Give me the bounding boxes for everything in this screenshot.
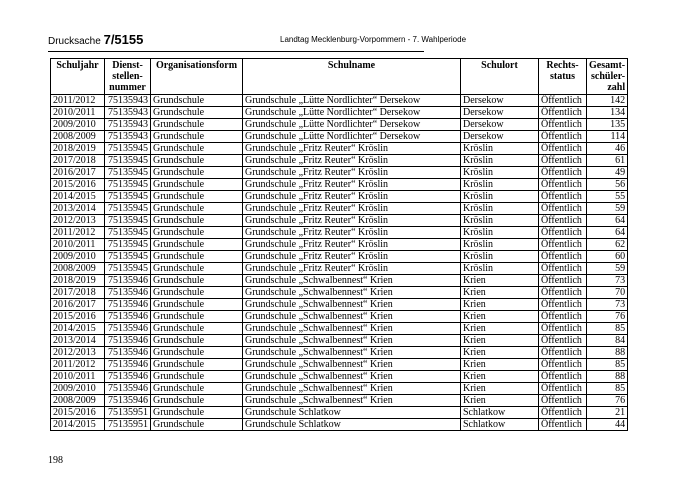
schulname-cell: Grundschule „Lütte Nordlichter“ Dersekow [243,107,461,119]
rechtsstatus-cell: Öffentlich [539,215,587,227]
schuljahr-cell: 2010/2011 [51,371,105,383]
organisationsform-cell: Grundschule [151,107,243,119]
column-header-schuljahr: Schuljahr [51,59,105,95]
schuelerzahl-cell: 60 [587,251,628,263]
rechtsstatus-cell: Öffentlich [539,347,587,359]
schuljahr-cell: 2018/2019 [51,143,105,155]
dienststellennummer-cell: 75135946 [105,299,151,311]
table-row [51,203,628,215]
column-header-gesamtschuelerzahl: Gesamt- schüler- zahl [587,59,628,95]
dienststellennummer-cell: 75135945 [105,227,151,239]
rechtsstatus-cell: Öffentlich [539,239,587,251]
schuelerzahl-cell: 46 [587,143,628,155]
table-row [51,359,628,371]
schulname-cell: Grundschule „Schwalbennest“ Krien [243,287,461,299]
organisationsform-cell: Grundschule [151,131,243,143]
schulort-cell: Kröslin [461,203,539,215]
dienststellennummer-cell: 75135951 [105,407,151,419]
organisationsform-cell: Grundschule [151,143,243,155]
table-row [51,155,628,167]
dienststellennummer-cell: 75135946 [105,287,151,299]
schulort-cell: Kröslin [461,263,539,275]
dienststellennummer-cell: 75135946 [105,395,151,407]
schuljahr-cell: 2015/2016 [51,311,105,323]
schulort-cell: Kröslin [461,155,539,167]
school-statistics-table [50,58,628,431]
schulort-cell: Krien [461,383,539,395]
schulort-cell: Schlatkow [461,419,539,431]
schuljahr-cell: 2010/2011 [51,107,105,119]
dienststellennummer-cell: 75135946 [105,335,151,347]
table-row [51,383,628,395]
table-row [51,347,628,359]
table-row [51,251,628,263]
dienststellennummer-cell: 75135943 [105,119,151,131]
schuelerzahl-cell: 64 [587,227,628,239]
dienststellennummer-cell: 75135946 [105,371,151,383]
rechtsstatus-cell: Öffentlich [539,251,587,263]
schuelerzahl-cell: 55 [587,191,628,203]
rechtsstatus-cell: Öffentlich [539,95,587,107]
rechtsstatus-cell: Öffentlich [539,371,587,383]
organisationsform-cell: Grundschule [151,347,243,359]
organisationsform-cell: Grundschule [151,383,243,395]
schulort-cell: Kröslin [461,167,539,179]
table-row [51,311,628,323]
schuljahr-cell: 2016/2017 [51,167,105,179]
schulname-cell: Grundschule „Fritz Reuter“ Kröslin [243,143,461,155]
schulort-cell: Krien [461,359,539,371]
schuljahr-cell: 2014/2015 [51,419,105,431]
schulort-cell: Krien [461,299,539,311]
schuljahr-cell: 2015/2016 [51,179,105,191]
schulname-cell: Grundschule „Schwalbennest“ Krien [243,311,461,323]
column-header-dienststellennummer: Dienst- stellen- nummer [105,59,151,95]
dienststellennummer-cell: 75135945 [105,155,151,167]
schuelerzahl-cell: 56 [587,179,628,191]
schuelerzahl-cell: 62 [587,239,628,251]
schulname-cell: Grundschule „Lütte Nordlichter“ Dersekow [243,95,461,107]
schuljahr-cell: 2009/2010 [51,251,105,263]
table-row [51,107,628,119]
column-header-rechtsstatus: Rechts- status [539,59,587,95]
table-row [51,95,628,107]
schulname-cell: Grundschule „Fritz Reuter“ Kröslin [243,239,461,251]
table-row [51,371,628,383]
schuljahr-cell: 2012/2013 [51,215,105,227]
schulname-cell: Grundschule „Fritz Reuter“ Kröslin [243,263,461,275]
organisationsform-cell: Grundschule [151,407,243,419]
schulort-cell: Krien [461,311,539,323]
table-row [51,323,628,335]
organisationsform-cell: Grundschule [151,359,243,371]
organisationsform-cell: Grundschule [151,263,243,275]
schulort-cell: Kröslin [461,179,539,191]
organisationsform-cell: Grundschule [151,179,243,191]
schuelerzahl-cell: 88 [587,347,628,359]
rechtsstatus-cell: Öffentlich [539,335,587,347]
schuelerzahl-cell: 85 [587,359,628,371]
organisationsform-cell: Grundschule [151,155,243,167]
schuelerzahl-cell: 73 [587,299,628,311]
schuljahr-cell: 2009/2010 [51,119,105,131]
schulort-cell: Dersekow [461,119,539,131]
schuelerzahl-cell: 134 [587,107,628,119]
dienststellennummer-cell: 75135946 [105,311,151,323]
organisationsform-cell: Grundschule [151,335,243,347]
schulort-cell: Krien [461,335,539,347]
schulname-cell: Grundschule „Fritz Reuter“ Kröslin [243,155,461,167]
schulort-cell: Krien [461,323,539,335]
rechtsstatus-cell: Öffentlich [539,383,587,395]
table-row [51,335,628,347]
organisationsform-cell: Grundschule [151,311,243,323]
table-row [51,275,628,287]
schuelerzahl-cell: 49 [587,167,628,179]
rechtsstatus-cell: Öffentlich [539,275,587,287]
dienststellennummer-cell: 75135945 [105,263,151,275]
schulname-cell: Grundschule „Schwalbennest“ Krien [243,347,461,359]
schuelerzahl-cell: 76 [587,395,628,407]
table-row [51,299,628,311]
table-row [51,263,628,275]
table-header-row [51,59,628,95]
table-row [51,131,628,143]
schuljahr-cell: 2014/2015 [51,323,105,335]
dienststellennummer-cell: 75135946 [105,383,151,395]
schulname-cell: Grundschule „Schwalbennest“ Krien [243,371,461,383]
table-row [51,119,628,131]
dienststellennummer-cell: 75135945 [105,203,151,215]
rechtsstatus-cell: Öffentlich [539,131,587,143]
schuljahr-cell: 2018/2019 [51,275,105,287]
organisationsform-cell: Grundschule [151,191,243,203]
rechtsstatus-cell: Öffentlich [539,191,587,203]
rechtsstatus-cell: Öffentlich [539,203,587,215]
schuelerzahl-cell: 142 [587,95,628,107]
dienststellennummer-cell: 75135946 [105,359,151,371]
schulort-cell: Schlatkow [461,407,539,419]
table-row [51,215,628,227]
document-number [48,32,143,47]
schuelerzahl-cell: 21 [587,407,628,419]
organisationsform-cell: Grundschule [151,227,243,239]
table-body [51,95,628,431]
schulort-cell: Kröslin [461,215,539,227]
schulort-cell: Kröslin [461,227,539,239]
schuelerzahl-cell: 85 [587,383,628,395]
organisationsform-cell: Grundschule [151,203,243,215]
column-header-organisationsform: Organisationsform [151,59,243,95]
schuelerzahl-cell: 73 [587,275,628,287]
schuelerzahl-cell: 88 [587,371,628,383]
schulname-cell: Grundschule „Fritz Reuter“ Kröslin [243,203,461,215]
table-row [51,143,628,155]
schulort-cell: Krien [461,371,539,383]
table-row [51,191,628,203]
dienststellennummer-cell: 75135946 [105,323,151,335]
rechtsstatus-cell: Öffentlich [539,299,587,311]
document-label: Drucksache [48,36,101,47]
organisationsform-cell: Grundschule [151,239,243,251]
schuljahr-cell: 2014/2015 [51,191,105,203]
rechtsstatus-cell: Öffentlich [539,227,587,239]
dienststellennummer-cell: 75135943 [105,107,151,119]
table-row [51,395,628,407]
schulname-cell: Grundschule „Fritz Reuter“ Kröslin [243,167,461,179]
schulname-cell: Grundschule Schlatkow [243,407,461,419]
schuljahr-cell: 2016/2017 [51,299,105,311]
dienststellennummer-cell: 75135943 [105,95,151,107]
organisationsform-cell: Grundschule [151,395,243,407]
organisationsform-cell: Grundschule [151,275,243,287]
schulname-cell: Grundschule „Fritz Reuter“ Kröslin [243,191,461,203]
schuljahr-cell: 2013/2014 [51,335,105,347]
schuljahr-cell: 2009/2010 [51,383,105,395]
schulname-cell: Grundschule „Schwalbennest“ Krien [243,323,461,335]
schulname-cell: Grundschule „Fritz Reuter“ Kröslin [243,215,461,227]
schulort-cell: Krien [461,347,539,359]
organisationsform-cell: Grundschule [151,251,243,263]
rechtsstatus-cell: Öffentlich [539,143,587,155]
schuljahr-cell: 2008/2009 [51,131,105,143]
schuelerzahl-cell: 76 [587,311,628,323]
schulort-cell: Dersekow [461,131,539,143]
schulort-cell: Krien [461,395,539,407]
table-row [51,419,628,431]
schuljahr-cell: 2015/2016 [51,407,105,419]
rechtsstatus-cell: Öffentlich [539,395,587,407]
organisationsform-cell: Grundschule [151,371,243,383]
schuelerzahl-cell: 84 [587,335,628,347]
schuljahr-cell: 2013/2014 [51,203,105,215]
schuljahr-cell: 2011/2012 [51,359,105,371]
schuljahr-cell: 2008/2009 [51,263,105,275]
schuljahr-cell: 2010/2011 [51,239,105,251]
schulname-cell: Grundschule „Lütte Nordlichter“ Dersekow [243,131,461,143]
dienststellennummer-cell: 75135945 [105,179,151,191]
schuljahr-cell: 2012/2013 [51,347,105,359]
schuelerzahl-cell: 61 [587,155,628,167]
schuelerzahl-cell: 59 [587,263,628,275]
rechtsstatus-cell: Öffentlich [539,155,587,167]
schulname-cell: Grundschule Schlatkow [243,419,461,431]
organisationsform-cell: Grundschule [151,287,243,299]
schulname-cell: Grundschule „Schwalbennest“ Krien [243,275,461,287]
parliament-label: Landtag Mecklenburg-Vorpommern - 7. Wahlperiode [280,35,467,44]
column-header-schulort: Schulort [461,59,539,95]
schuelerzahl-cell: 59 [587,203,628,215]
schuelerzahl-cell: 85 [587,323,628,335]
column-header-schulname: Schulname [243,59,461,95]
rechtsstatus-cell: Öffentlich [539,119,587,131]
schuelerzahl-cell: 64 [587,215,628,227]
schulname-cell: Grundschule „Schwalbennest“ Krien [243,335,461,347]
dienststellennummer-cell: 75135943 [105,131,151,143]
table-row [51,167,628,179]
table-row [51,407,628,419]
schulname-cell: Grundschule „Schwalbennest“ Krien [243,299,461,311]
rechtsstatus-cell: Öffentlich [539,107,587,119]
schuelerzahl-cell: 44 [587,419,628,431]
schulname-cell: Grundschule „Fritz Reuter“ Kröslin [243,227,461,239]
schulort-cell: Krien [461,275,539,287]
organisationsform-cell: Grundschule [151,95,243,107]
schuljahr-cell: 2011/2012 [51,95,105,107]
schuljahr-cell: 2017/2018 [51,287,105,299]
schulname-cell: Grundschule „Lütte Nordlichter“ Dersekow [243,119,461,131]
dienststellennummer-cell: 75135945 [105,251,151,263]
rechtsstatus-cell: Öffentlich [539,167,587,179]
rechtsstatus-cell: Öffentlich [539,311,587,323]
dienststellennummer-cell: 75135946 [105,347,151,359]
rechtsstatus-cell: Öffentlich [539,323,587,335]
dienststellennummer-cell: 75135945 [105,191,151,203]
dienststellennummer-cell: 75135951 [105,419,151,431]
dienststellennummer-cell: 75135945 [105,167,151,179]
schulname-cell: Grundschule „Schwalbennest“ Krien [243,359,461,371]
rechtsstatus-cell: Öffentlich [539,263,587,275]
page-number: 198 [48,455,63,466]
dienststellennummer-cell: 75135946 [105,275,151,287]
organisationsform-cell: Grundschule [151,419,243,431]
dienststellennummer-cell: 75135945 [105,239,151,251]
dienststellennummer-cell: 75135945 [105,215,151,227]
schulname-cell: Grundschule „Fritz Reuter“ Kröslin [243,179,461,191]
header-divider [48,51,424,52]
schulort-cell: Dersekow [461,95,539,107]
schulort-cell: Krien [461,287,539,299]
rechtsstatus-cell: Öffentlich [539,359,587,371]
table-row [51,179,628,191]
table-row [51,227,628,239]
schulort-cell: Kröslin [461,239,539,251]
schuelerzahl-cell: 114 [587,131,628,143]
schulort-cell: Kröslin [461,251,539,263]
schulort-cell: Kröslin [461,143,539,155]
schulort-cell: Kröslin [461,191,539,203]
table-row [51,239,628,251]
schulort-cell: Dersekow [461,107,539,119]
table-row [51,287,628,299]
schulname-cell: Grundschule „Schwalbennest“ Krien [243,395,461,407]
rechtsstatus-cell: Öffentlich [539,419,587,431]
rechtsstatus-cell: Öffentlich [539,179,587,191]
schuljahr-cell: 2008/2009 [51,395,105,407]
schuljahr-cell: 2011/2012 [51,227,105,239]
document-number-value: 7/5155 [103,32,144,47]
dienststellennummer-cell: 75135945 [105,143,151,155]
schuljahr-cell: 2017/2018 [51,155,105,167]
organisationsform-cell: Grundschule [151,323,243,335]
schulname-cell: Grundschule „Schwalbennest“ Krien [243,383,461,395]
rechtsstatus-cell: Öffentlich [539,287,587,299]
rechtsstatus-cell: Öffentlich [539,407,587,419]
organisationsform-cell: Grundschule [151,215,243,227]
schuelerzahl-cell: 135 [587,119,628,131]
organisationsform-cell: Grundschule [151,299,243,311]
schuelerzahl-cell: 70 [587,287,628,299]
organisationsform-cell: Grundschule [151,119,243,131]
schulname-cell: Grundschule „Fritz Reuter“ Kröslin [243,251,461,263]
organisationsform-cell: Grundschule [151,167,243,179]
